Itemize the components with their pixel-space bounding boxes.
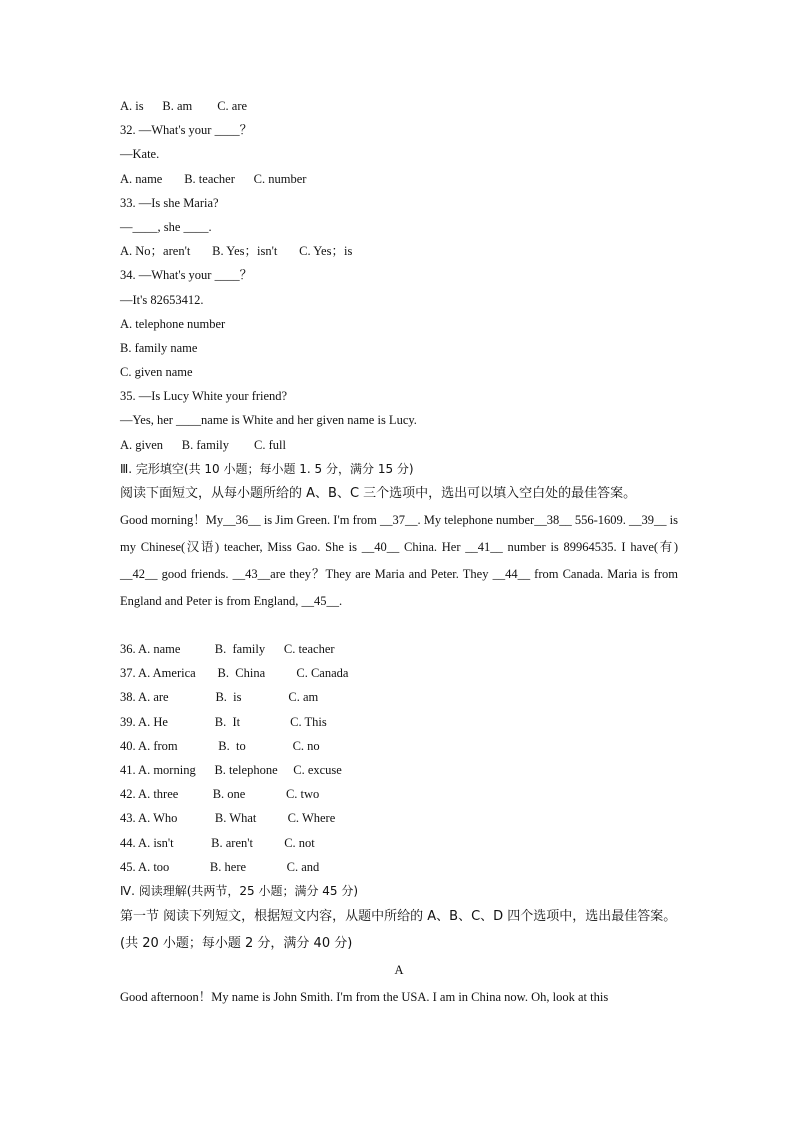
q33-answer: —____, she ____.	[120, 219, 212, 234]
section3-heading: Ⅲ. 完形填空(共 10 小题；每小题 1. 5 分，满分 15 分)	[120, 461, 414, 476]
q35-stem: 35. —Is Lucy White your friend?	[120, 389, 288, 404]
exam-page	[120, 94, 678, 1011]
q33-stem: 33. —Is she Maria?	[120, 195, 219, 210]
q32-options: A. name B. teacher C. number	[120, 171, 307, 186]
q33-options: A. No；aren't B. Yes；isn't C. Yes；is	[120, 244, 353, 259]
cloze-item: 42. A. three B. one C. two	[120, 787, 320, 802]
q34-option-c: C. given name	[120, 365, 193, 380]
cloze-passage: Good morning！My__36__ is Jim Green. I'm from __37__. My telephone number__38__ 556-1609. __39__ is my Chinese(汉语) teacher, Miss Gao. She is __40__ China. Her __41__ number is 89964535. I have(有) __42__ good friends. __43__are they？They are Maria and Peter. They __44__ from Canada. Maria is from England and Peter is from England, __45__.	[120, 513, 678, 608]
cloze-items	[120, 637, 678, 879]
cloze-item: 40. A. from B. to C. no	[120, 738, 320, 753]
cloze-item: 43. A. Who B. What C. Where	[120, 811, 336, 826]
q34-option-a: A. telephone number	[120, 316, 226, 331]
section3-instruction: 阅读下面短文，从每小题所给的 A、B、C 三个选项中，选出可以填入空白处的最佳答案。	[120, 486, 637, 501]
cloze-item: 37. A. America B. China C. Canada	[120, 666, 349, 681]
cloze-item: 38. A. are B. is C. am	[120, 690, 319, 705]
passage-label: A	[394, 963, 404, 978]
q32-stem: 32. —What's your ____？	[120, 123, 253, 138]
cloze-item: 36. A. name B. family C. teacher	[120, 642, 335, 656]
q34-stem: 34. —What's your ____？	[120, 268, 253, 283]
q35-options: A. given B. family C. full	[120, 437, 286, 452]
cloze-item: 41. A. morning B. telephone C. excuse	[120, 762, 342, 777]
cloze-item: 45. A. too B. here C. and	[120, 859, 320, 874]
q34-answer: —It's 82653412.	[120, 292, 204, 307]
section4-instruction: 第一节 阅读下列短文，根据短文内容，从题中所给的 A、B、C、D 四个选项中，选出最佳答案。(共 20 小题；每小题 2 分，满分 40 分)	[120, 909, 677, 952]
q32-answer: —Kate.	[120, 147, 160, 162]
cloze-item: 39. A. He B. It C. This	[120, 714, 327, 729]
section4-heading: Ⅳ. 阅读理解(共两节，25 小题；满分 45 分)	[120, 883, 359, 898]
q31-options: A. is B. am C. are	[120, 99, 248, 113]
q35-answer: —Yes, her ____name is White and her given name is Lucy.	[120, 413, 417, 428]
cloze-item: 44. A. isn't B. aren't C. not	[120, 835, 315, 850]
reading-passage-start: Good afternoon！My name is John Smith. I'm from the USA. I am in China now. Oh, look at this	[120, 990, 609, 1005]
q34-option-b: B. family name	[120, 340, 198, 355]
